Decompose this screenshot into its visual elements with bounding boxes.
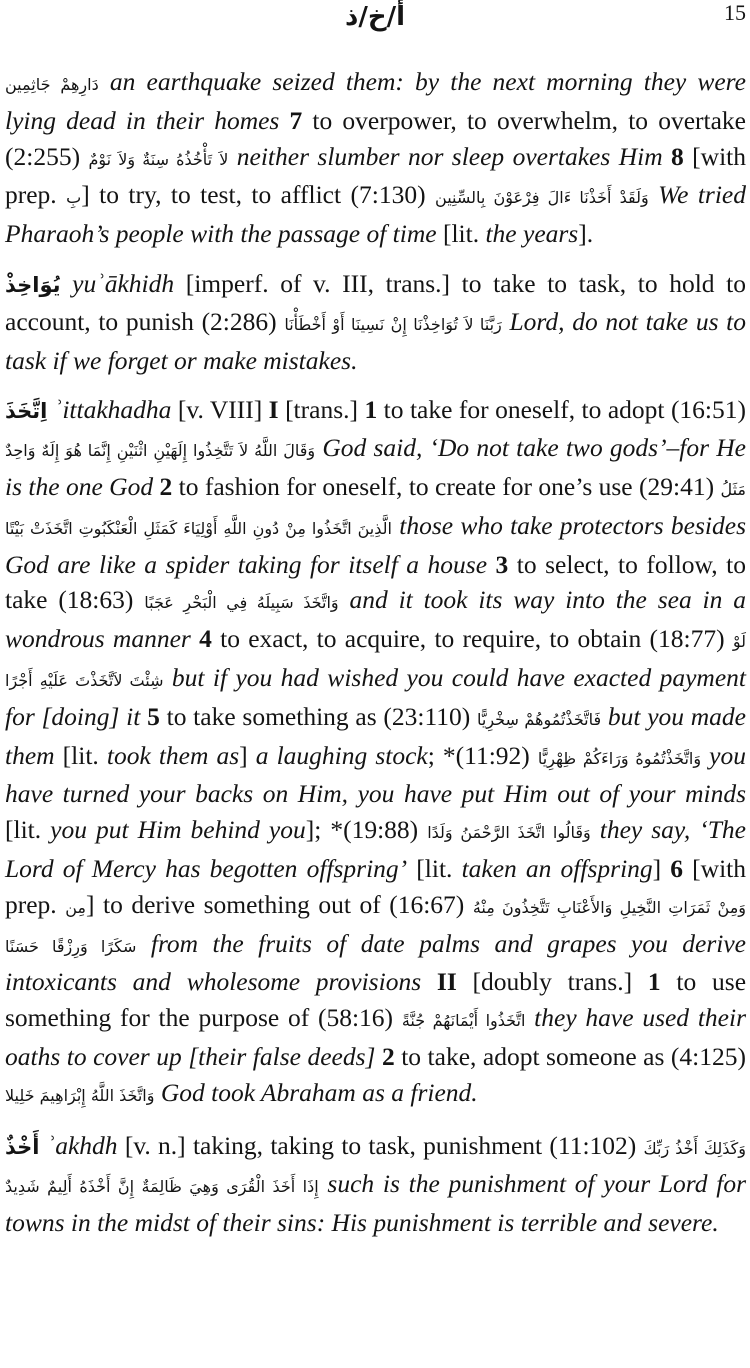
italic-text: you have turned your backs on Him, you have put Him out of your minds <box>5 740 746 809</box>
arabic-quote: فَاتَّخَذْتُمُوهُمْ سِخْرِيًّا <box>477 709 602 729</box>
sense-number: II <box>436 967 457 997</box>
arabic-quote: دَارِهِمْ جَاثِمِين <box>5 75 99 94</box>
italic-text: We tried Pharaoh’s people with the passage of time <box>5 180 746 249</box>
sense-number: 2 <box>381 1041 395 1071</box>
arabic-quote: رَبَّنَا لاَ تُوَاخِذْنَا إِنْ نَسِينَا أَوْ أَخْطَأْنَا <box>284 314 502 334</box>
arabic-quote: مَثَلُ الَّذِينَ اتَّخَذُوا مِنْ دُونِ اللَّهِ أَوْلِيَاءَ كَمَثَلِ الْعَنْكَبُوتِ اتَّخَذَتْ بَيْتًا <box>5 479 746 538</box>
page-header <box>0 0 750 60</box>
italic-text: the years <box>485 219 579 249</box>
body-text: ] <box>652 853 671 883</box>
italic-text: from the fruits of date palms and grapes you derive intoxicants and wholesome provisions <box>5 928 746 997</box>
body-text: to take for oneself, to adopt (16:51) <box>377 395 747 425</box>
arabic-quote: وَلَقَدْ أَخَذْنَا ءَالَ فِرْعَوْنَ بِالسِّنِين <box>435 188 649 208</box>
italic-text: God took Abraham as a friend. <box>154 1077 478 1107</box>
entry-text <box>5 1128 746 1241</box>
arabic-quote: وَاتَّخَذَ سَبِيلَهُ فِي الْبَحْرِ عَجَبًا <box>144 593 339 613</box>
body-text: to overpower, to overwhelm, to overtake (2:255) <box>5 105 746 171</box>
body-text: to exact, to acquire, to require, to obtain (18:77) <box>211 624 733 654</box>
sense-number: 8 <box>671 141 684 171</box>
italic-text: they have used their oaths to cover up [their false deeds] <box>5 1003 746 1071</box>
entry-ittakhadha <box>5 392 746 1113</box>
body-text: ] <box>239 740 256 770</box>
root-heading: أ/خ/ذ <box>345 2 405 32</box>
italic-text: you put Him behind you <box>50 815 306 845</box>
body-text: [lit. <box>436 219 486 249</box>
body-text <box>61 269 73 298</box>
arabic-quote: لاَ تَأْخُذُهُ سِنَةٌ وَلاَ نَوْمٌ <box>88 149 229 169</box>
italic-text: took them as <box>106 740 240 770</box>
italic-text: but you made them <box>5 701 747 770</box>
italic-text: a laughing stock <box>255 740 428 770</box>
body-text: to take something as (23:110) <box>159 701 478 731</box>
arabic-quote: وَقَالَ اللَّهُ لاَ تَتَّخِذُوا إِلَهَيْنِ اثْنَيْنِ إِنَّمَا هُوَ إِلَهٌ وَاحِدٌ <box>5 441 316 461</box>
italic-text: God said, ‘Do not take two gods’–for He is the one God <box>5 433 747 501</box>
arabic-quote: وَكَذَلِكَ أَخْذُ رَبِّكَ إِذَا أَخَذَ الْقُرَى وَهِيَ ظَالِمَةٌ إِنَّ أَخْذَهُ أَلِيمٌ شَدِيدٌ <box>5 1138 747 1197</box>
italic-text: they say, ‘The Lord of Mercy has begotten offspring’ <box>5 815 746 883</box>
body-text: ] to derive something out of (16:67) <box>85 889 473 919</box>
body-text: [lit. <box>5 815 51 845</box>
body-text: to fashion for oneself, to create for one’s use (29:41) <box>172 471 721 501</box>
sense-number: 2 <box>159 471 173 501</box>
arabic-quote: وَمِنْ ثَمَرَاتِ النَّخِيلِ وَالأَعْنَابِ تَتَّخِذُونَ مِنْهُ سَكَرًا وَرِزْقًا حَسَنًا <box>5 897 747 956</box>
body-text: to use something for the purpose of (58:16) <box>5 967 747 1033</box>
italic-text: such is the punishment of your Lord for towns in the midst of their sins: His punishment is terrible and severe. <box>5 1169 746 1238</box>
italic-text: taken an offspring <box>461 853 653 883</box>
entry-text <box>5 266 746 378</box>
sense-number: I <box>268 395 279 425</box>
italic-text: those who take protectors besides God are like a spider taking for itself a house <box>5 510 746 579</box>
italic-text: but if you had wished you could have exacted payment for [doing] it <box>5 662 746 731</box>
italic-text: ʾakhdh <box>46 1130 118 1160</box>
entry-akhdh <box>5 1128 746 1241</box>
entry-text <box>5 64 746 252</box>
sense-number: 7 <box>289 105 303 135</box>
entry-text <box>5 392 746 1113</box>
arabic-quote: بِ <box>66 188 82 208</box>
body-text: to take, adopt someone as (4:125) <box>394 1041 746 1071</box>
body-text: [doubly trans.] <box>456 967 648 997</box>
italic-text: ʾittakhadha <box>53 395 172 425</box>
body-text: [lit. <box>407 853 462 883</box>
body-text <box>39 1131 46 1160</box>
body-text: [trans.] <box>278 395 365 425</box>
body-text: to select, to follow, to take (18:63) <box>5 549 746 615</box>
body-text: ] to try, to test, to afflict (7:130) <box>81 180 436 210</box>
entry-akhadha-continued <box>5 64 746 252</box>
body-text: [v. VIII] <box>171 395 269 425</box>
dictionary-content <box>5 64 746 1255</box>
sense-number: 4 <box>199 624 212 654</box>
body-text: [with prep. <box>5 853 747 919</box>
body-text: [imperf. of v. III, trans.] to take to task, to hold to account, to punish (2:286) <box>5 268 746 336</box>
arabic-quote: لَوْ شِئْتَ لاَتَّخَذْتَ عَلَيْهِ أَجْرًا <box>5 632 746 690</box>
sense-number: 1 <box>647 967 661 997</box>
italic-text: an earthquake seized them: by the next morning they were lying dead in their homes <box>5 67 746 135</box>
italic-text: yuʾākhidh <box>72 268 175 298</box>
body-text: [lit. <box>54 740 107 770</box>
arabic-quote: وَاتَّخَذْتُمُوهُ وَرَاءَكُمْ ظِهْرِيًّا <box>537 748 702 768</box>
italic-text: neither slumber nor sleep overtakes Him <box>228 141 672 171</box>
body-text: [v. n.] taking, taking to task, punishment (11:102) <box>117 1130 644 1160</box>
sense-number: 5 <box>147 701 160 731</box>
arabic-quote: اتَّخَذُوا أَيْمَانَهُمْ جُنَّةً <box>401 1011 526 1031</box>
headword: اِتَّخَذَ <box>5 399 48 424</box>
body-text: ]; *(19:88) <box>305 815 428 845</box>
arabic-quote: وَقَالُوا اتَّخَذَ الرَّحْمَنُ وَلَدًا <box>427 823 591 843</box>
headword: أَخْذٌ <box>5 1134 40 1159</box>
sense-number: 3 <box>495 549 509 579</box>
arabic-quote: وَاتَّخَذَ اللَّهُ إِبْرَاهِيمَ خَلِيلا <box>5 1085 155 1105</box>
body-text: ]. <box>578 219 594 249</box>
body-text: [with prep. <box>5 141 746 210</box>
sense-number: 1 <box>364 395 378 425</box>
arabic-quote: مِن <box>65 897 86 917</box>
body-text: ; *(11:92) <box>427 740 538 770</box>
headword: يُوَاخِذْ <box>5 272 61 297</box>
italic-text: Lord, do not take us to task if we forget or make mistakes. <box>5 306 747 375</box>
page-number: 15 <box>724 0 746 25</box>
entry-yuakhidh <box>5 266 746 378</box>
italic-text: and it took its way into the sea in a wondrous manner <box>5 585 746 654</box>
sense-number: 6 <box>670 853 684 883</box>
